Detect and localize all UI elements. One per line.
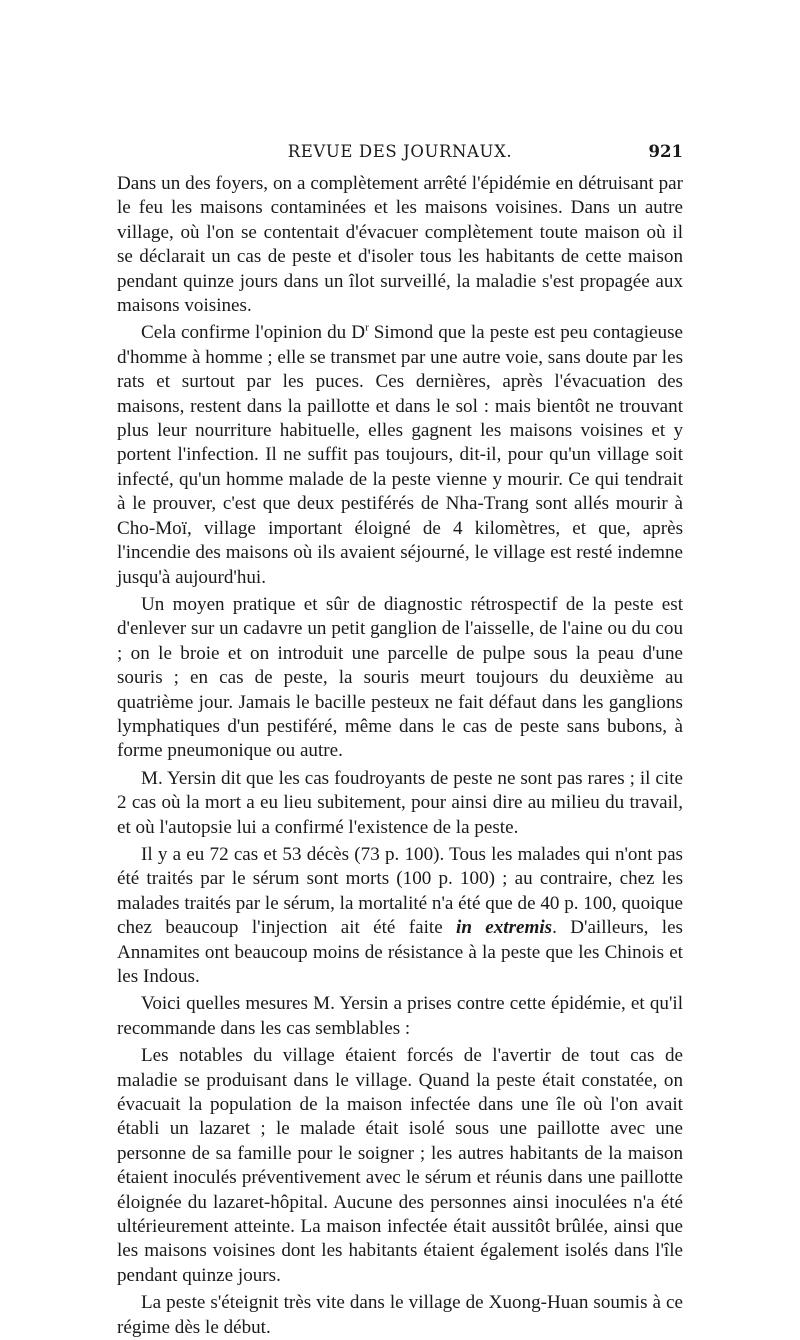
paragraph-conclusion: La peste s'éteignit très vite dans le village de Xuong-Huan soumis à ce régime dès le début. [117, 1292, 683, 1338]
paragraph-mesures-intro: Voici quelles mesures M. Yersin a prises contre cette épidémie, et qu'il recommande dans les cas semblables : [117, 993, 683, 1039]
paragraph-diagnostic: Un moyen pratique et sûr de diagnostic rétrospectif de la peste est d'enlever sur un cadavre un petit ganglion de l'aisselle, de l'aine ou du cou ; on le broie et on introduit une parcelle de pulpe sous la peau d'une souris ; en cas de peste, la souris meurt toujours du deuxième au quatrième jour. Jamais le bacille pesteux ne fait défaut dans les ganglions lymphatiques d'un pestiféré, même dans le cas de peste sans bubons, à forme pneumonique ou autre. [117, 593, 683, 762]
running-title: REVUE DES JOURNAUX. [287, 142, 513, 161]
paragraph-foyers: Dans un des foyers, on a complètement arrêté l'épidémie en détruisant par le feu les maisons contaminées et les maisons voisines. Dans un autre village, où l'on se contentait d'évacuer complètement toute maison où il se déclarait un cas de peste et d'isoler tous les habitants de cette maison pendant quinze jours dans un îlot surveillé, la maladie s'est propagée aux maisons voisines. [117, 173, 683, 317]
in-extremis-italic: in extremis [456, 917, 553, 939]
article-body [117, 172, 683, 1340]
paragraph-statistics-rest: . D'ailleurs, les Annamites ont beaucoup moins de résistance à la peste que les Chinois et les Indous. [117, 917, 683, 987]
running-head [117, 140, 683, 166]
paragraph-statistics [117, 843, 683, 989]
doctor-abbrev-sup: r [365, 322, 369, 335]
paragraph-mesures: Les notables du village étaient forcés de l'avertir de tout cas de maladie se produisant dans le village. Quand la peste était constatée, on évacuait la population de la maison infectée dans une île où l'on avait établi un lazaret ; le malade était isolé sous une paillotte avec une personne de sa famille pour le soigner ; les autres habitants de la maison étaient inoculés préventivement avec le sérum et réunis dans une paillotte éloignée du lazaret-hôpital. Aucune des personnes ainsi inoculées n'a été ultérieurement atteinte. La maison infectée était aussitôt brûlée, ainsi que les maisons voisines dont les habitants étaient également isolés dans l'île pendant quinze jours. [117, 1045, 683, 1286]
paragraph-foudroyants: M. Yersin dit que les cas foudroyants de peste ne sont pas rares ; il cite 2 cas où la mort a eu lieu subitement, pour ainsi dire au milieu du travail, et où l'autopsie lui a confirmé l'existence de la peste. [117, 767, 683, 838]
paragraph-simond-start: Cela confirme l'opinion du D [141, 322, 366, 344]
paragraph-simond-rest: Simond que la peste est peu contagieuse d'homme à homme ; elle se transmet par une autre voie, sans doute par les rats et surtout par les puces. Ces dernières, après l'évacuation des maisons, restent dans la paillotte et dans le sol : mais bientôt ne trouvant plus leur nourriture habituelle, elles gagnent les maisons voisines et y portent l'infection. Il ne suffit pas toujours, dit-il, pour qu'un village soit infecté, qu'un homme malade de la peste vienne y mourir. Ce qui tendrait à le prouver, c'est que deux pestiférés de Nha-Trang sont allés mourir à Cho-Moï, village important éloigné de 4 kilomètres, et que, après l'incendie des maisons où ils avaient séjourné, le village est resté indemne jusqu'à aujourd'hui. [117, 322, 683, 588]
paragraph-statistics-start: Il y a eu 72 cas et 53 décès (73 p. 100). Tous les malades qui n'ont pas été traités par le sérum sont morts (100 p. 100) ; au contraire, chez les malades traités par le sérum, la mortalité n'a été que de 40 p. 100, quoique chez beaucoup l'injection ait été faite [117, 843, 683, 939]
page-number: 921 [648, 142, 683, 161]
paragraph-simond [117, 321, 683, 589]
